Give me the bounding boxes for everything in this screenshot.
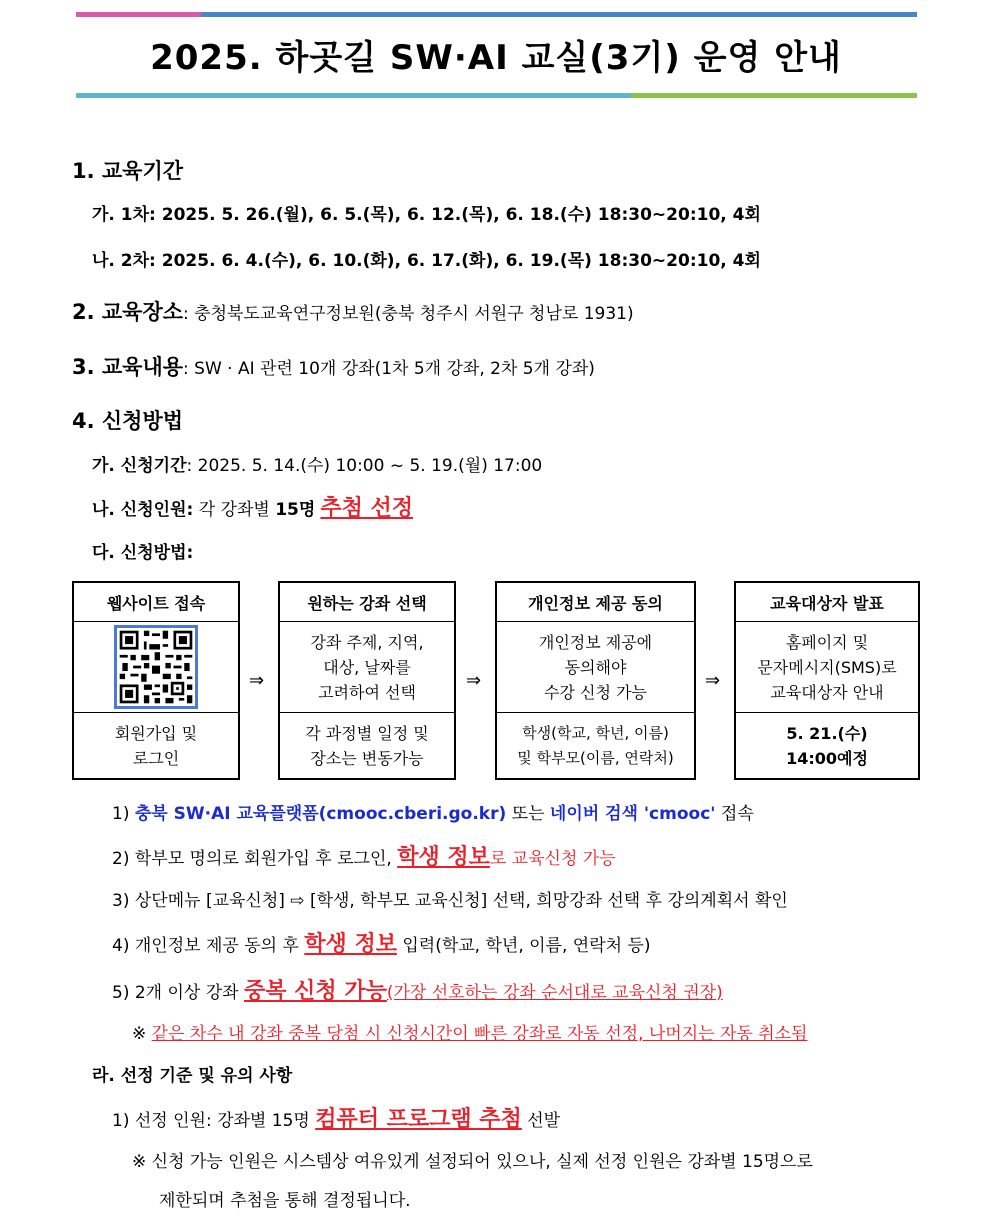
ra-note-line1: [132, 1147, 813, 1172]
flow-box-header: 원하는 강좌 선택: [280, 583, 454, 622]
apply-people-text: 각 강좌별: [193, 500, 276, 520]
flow-arrow-2: ⇒: [466, 670, 482, 691]
apply-people-count: 15명: [275, 500, 316, 520]
step-text: 학부모 명의로 회원가입 후 로그인,: [129, 849, 398, 869]
ra-note-line2: 제한되며 추첨을 통해 결정됩니다.: [159, 1191, 411, 1211]
apply-method-label: 다. 신청방법:: [92, 543, 194, 563]
platform-link[interactable]: 충북 SW·AI 교육플랫폼(cmooc.cberi.go.kr): [134, 804, 507, 824]
section3-line: [72, 351, 595, 381]
step-text: 또는: [506, 804, 550, 824]
apply-period-label: 가. 신청기간: [92, 456, 187, 476]
flow-box-middle: 강좌 주제, 지역, 대상, 날짜를 고려하여 선택: [280, 622, 454, 713]
flow-box-course-select: [278, 581, 456, 780]
top-bar-pink: [76, 12, 201, 17]
apply-period-line: [92, 451, 542, 476]
step-number: 2): [112, 849, 130, 869]
ra-item-1: [112, 1102, 560, 1133]
step-number: 1): [112, 804, 130, 824]
flow-box-footer: 회원가입 및 로그인: [114, 724, 198, 768]
flow-box-header: 개인정보 제공 동의: [497, 583, 694, 622]
apply-people-lottery: 추첨 선정: [320, 496, 414, 521]
student-info-highlight: 학생 정보: [397, 845, 490, 870]
flow-box-header: 웹사이트 접속: [74, 583, 238, 622]
step-number: 3): [112, 891, 130, 911]
duplicate-apply-highlight: 중복 신청 가능: [244, 979, 387, 1004]
section2-text: : 충청북도교육연구정보원(충북 청주시 서원구 청남로 1931): [183, 304, 634, 324]
note-mark: ※: [132, 1024, 147, 1044]
qr-code-icon: [114, 625, 198, 709]
step-text-red: (가장 선호하는 강좌 순서대로 교육신청 권장): [386, 983, 723, 1003]
step-4: [112, 927, 651, 958]
section-ra-heading: 라. 선정 기준 및 유의 사항: [92, 1066, 293, 1086]
step-note: [132, 1019, 807, 1044]
period-2: 나. 2차: 2025. 6. 4.(수), 6. 10.(화), 6. 17.(화), 6. 19.(목) 18:30~20:10, 4회: [92, 251, 761, 271]
section3-heading: 3. 교육내용: [72, 355, 184, 379]
note-mark: ※: [132, 1152, 147, 1172]
flow-box-website: [72, 581, 240, 780]
step-number: 1): [112, 1111, 130, 1131]
flow-box-footer: 5. 21.(수) 14:00예정: [786, 724, 868, 768]
ra-text: 선정 인원: 강좌별 15명: [129, 1111, 316, 1131]
flow-box-middle: 홈페이지 및 문자메시지(SMS)로 교육대상자 안내: [736, 622, 918, 713]
step-text: 상단메뉴 [교육신청] ⇨ [학생, 학부모 교육신청] 선택, 희망강좌 선택 후 강의계획서 확인: [129, 891, 788, 911]
note-text: 같은 차수 내 강좌 중복 당첨 시 신청시간이 빠른 강좌로 자동 선정, 나머지는 자동 취소됨: [151, 1024, 808, 1044]
top-bar-blue: [201, 12, 917, 17]
apply-people-line: [92, 491, 413, 522]
step-1: [112, 799, 754, 824]
ra-note-text: 신청 가능 인원은 시스템상 여유있게 설정되어 있으나, 실제 선정 인원은 강좌별 15명으로: [151, 1152, 813, 1172]
step-3: [112, 886, 788, 911]
qr-code-area: [74, 622, 238, 713]
page-title: 2025. 하곳길 SW·AI 교실(3기) 운영 안내: [150, 38, 842, 78]
section2-heading: 2. 교육장소: [72, 300, 184, 324]
section4-heading: 4. 신청방법: [72, 409, 184, 433]
flow-arrow-3: ⇒: [705, 670, 721, 691]
flow-box-footer: 각 과정별 일정 및 장소는 변동가능: [305, 724, 429, 768]
apply-period-text: : 2025. 5. 14.(수) 10:00 ~ 5. 19.(월) 17:00: [186, 456, 543, 476]
section1-heading: 1. 교육기간: [72, 159, 184, 183]
step-text: 개인정보 제공 동의 후: [129, 936, 305, 956]
ra-text: 선발: [521, 1111, 561, 1131]
step-number: 5): [112, 983, 130, 1003]
apply-people-label: 나. 신청인원:: [92, 500, 194, 520]
step-text: 접속: [715, 804, 754, 824]
student-info-highlight: 학생 정보: [304, 932, 397, 957]
flow-box-footer: 학생(학교, 학년, 이름) 및 학부모(이름, 연락처): [517, 724, 674, 767]
flow-box-middle: 개인정보 제공에 동의해야 수강 신청 가능: [497, 622, 694, 713]
naver-search-text: 네이버 검색 'cmooc': [549, 804, 716, 824]
step-number: 4): [112, 936, 130, 956]
period-1: 가. 1차: 2025. 5. 26.(월), 6. 5.(목), 6. 12.(목), 6. 18.(수) 18:30~20:10, 4회: [92, 205, 761, 225]
bottom-bar-green: [631, 93, 917, 98]
step-text: 입력(학교, 학년, 이름, 연락처 등): [396, 936, 651, 956]
flow-arrow-1: ⇒: [249, 670, 265, 691]
section3-text: : SW · AI 관련 10개 강좌(1차 5개 강좌, 2차 5개 강좌): [183, 359, 595, 379]
section2-line: [72, 296, 634, 326]
step-2: [112, 840, 616, 871]
flow-box-header: 교육대상자 발표: [736, 583, 918, 622]
flow-box-announce: [734, 581, 920, 780]
bottom-bar-cyan: [76, 93, 631, 98]
step-5: [112, 974, 723, 1005]
computer-lottery-highlight: 컴퓨터 프로그램 추첨: [315, 1107, 522, 1132]
step-text: 2개 이상 강좌: [129, 983, 244, 1003]
flow-box-privacy: [495, 581, 696, 780]
step-text-red: 로 교육신청 가능: [489, 849, 616, 869]
